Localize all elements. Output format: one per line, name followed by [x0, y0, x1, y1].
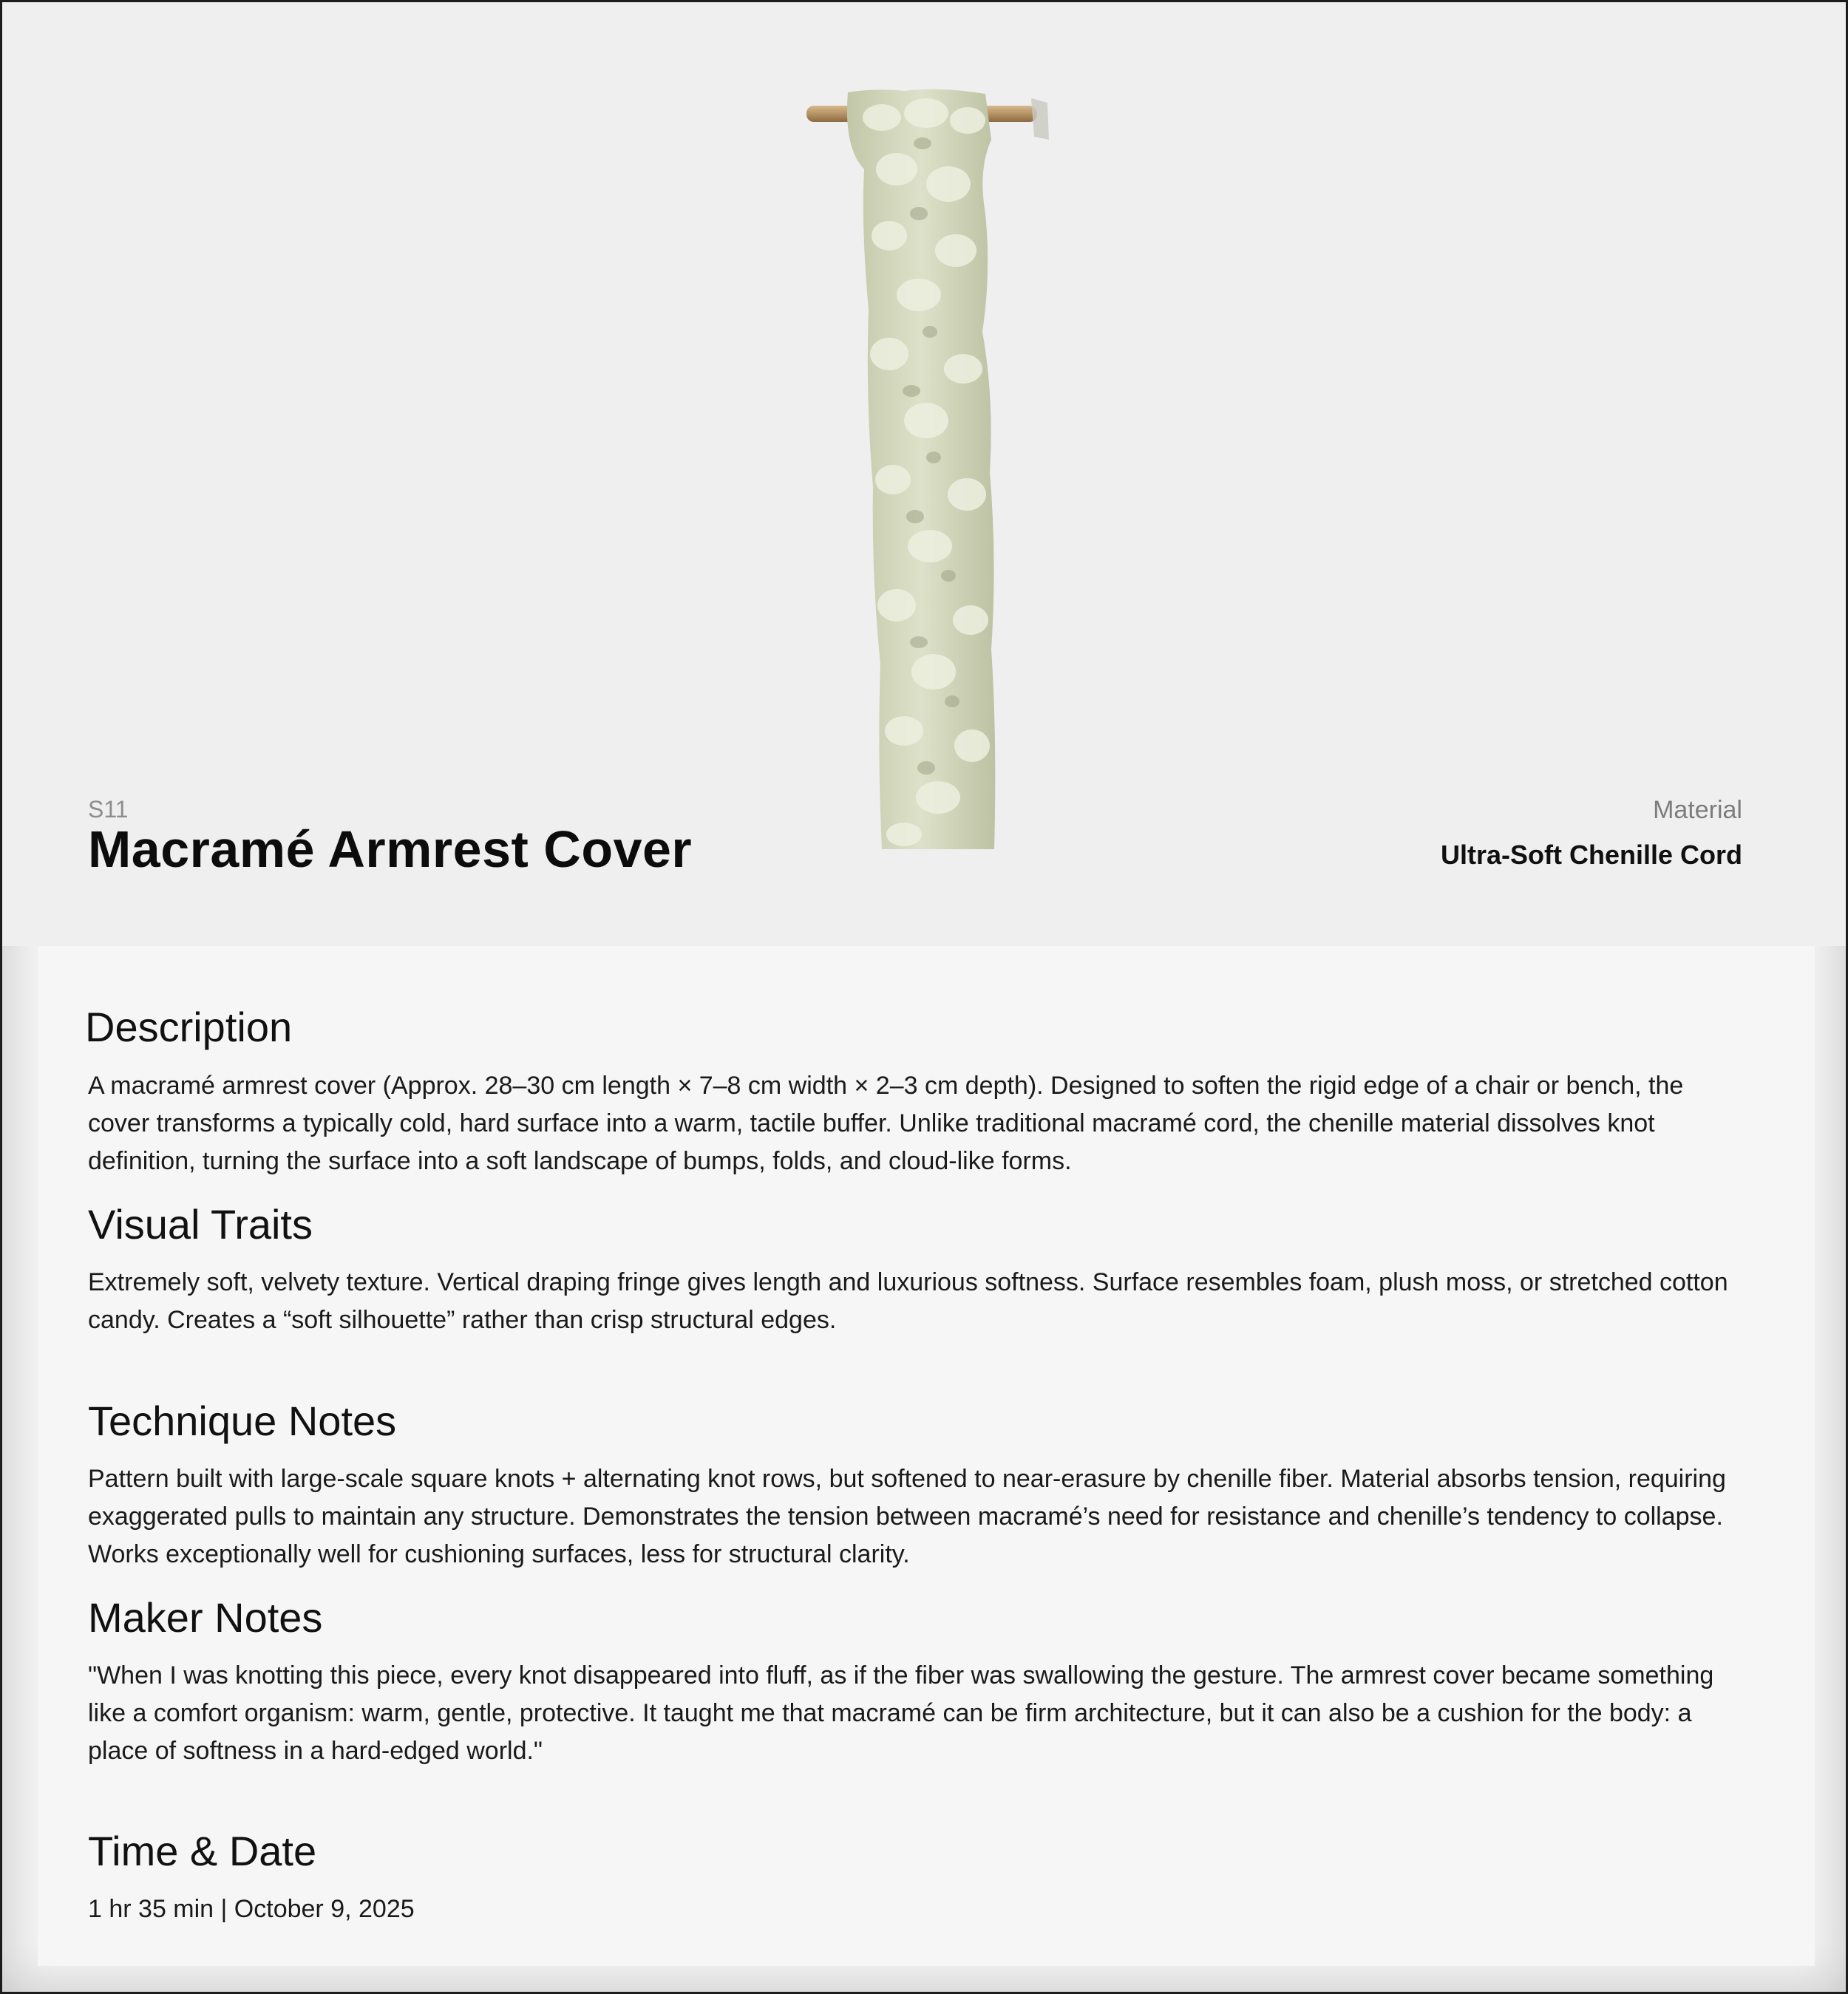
- cord-ends: [1031, 98, 1049, 140]
- technique-notes-text: Pattern built with large-scale square knots + alternating knot rows, but softened to near-erasure by chenille fiber. Material absorbs tension, requiring exaggerated pulls to maintain any structure. Demonstrates the tension between macramé’s need for resistance and chenille’s tendency to collapse. Works exceptionally well for cushioning surfaces, less for structural clarity.: [88, 1465, 1726, 1568]
- visual-traits-text: Extremely soft, velvety texture. Vertical draping fringe gives length and luxurious softness. Surface resembles foam, plush moss, or stretched cotton candy. Creates a “soft silhouette” rather than crisp structural edges.: [88, 1268, 1728, 1334]
- maker-notes-heading: Maker Notes: [88, 1594, 323, 1641]
- technique-notes-heading: Technique Notes: [88, 1398, 397, 1444]
- hero-section: [2, 2, 1846, 946]
- maker-notes-text: "When I was knotting this piece, every knot disappeared into fluff, as if the fiber was swallowing the gesture. The armrest cover became something like a comfort organism: warm, gentle, protective. It taught me that macramé can be firm architecture, but it can also be a cushion for the body: a place of softness in a hard-edged world.": [88, 1661, 1714, 1765]
- macrame-armrest-cover-image: [801, 88, 1052, 849]
- time-date-heading: Time & Date: [88, 1828, 317, 1874]
- material-value: Ultra-Soft Chenille Cord: [1440, 840, 1742, 870]
- material-label: Material: [1653, 796, 1742, 824]
- description-heading: Description: [85, 1004, 293, 1050]
- item-title: Macramé Armrest Cover: [88, 820, 693, 878]
- visual-traits-heading: Visual Traits: [88, 1201, 313, 1248]
- description-text: A macramé armrest cover (Approx. 28–30 cm length × 7–8 cm width × 2–3 cm depth). Designed to soften the rigid edge of a chair or bench, the cover transforms a typically cold, hard surface into a warm, tactile buffer. Unlike traditional macramé cord, the chenille material dissolves knot definition, turning the surface into a soft landscape of bumps, folds, and cloud-like forms.: [88, 1072, 1684, 1175]
- item-code: S11: [88, 796, 129, 823]
- time-date-text: 1 hr 35 min | October 9, 2025: [88, 1895, 415, 1923]
